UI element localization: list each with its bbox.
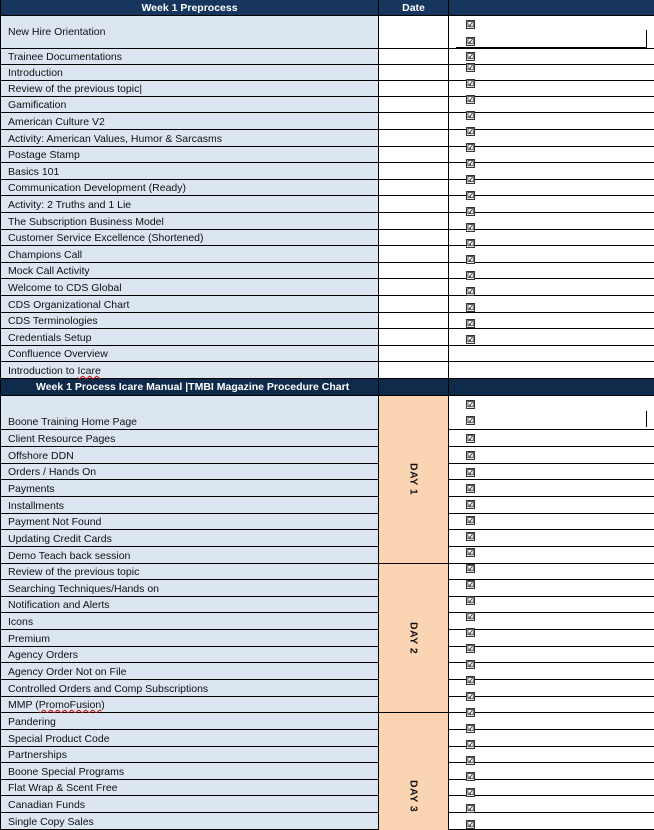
completion-checkbox[interactable]: ☑ (467, 159, 475, 168)
topic-label: Client Resource Pages (8, 433, 116, 445)
topic-label: Champions Call (8, 249, 83, 261)
section-title: Week 1 Preprocess (141, 1, 238, 14)
completion-checkbox[interactable]: ☑ (467, 400, 475, 409)
table-row (0, 296, 654, 313)
topic-label: Review of the previous topic (8, 566, 140, 578)
table-row (0, 147, 654, 163)
topic-label: Welcome to CDS Global (8, 282, 122, 294)
cell-border (646, 411, 647, 427)
completion-checkbox[interactable]: ☑ (467, 451, 475, 460)
table-row (0, 163, 654, 180)
completion-checkbox[interactable]: ☑ (467, 548, 475, 557)
completion-checkbox[interactable]: ☑ (467, 708, 475, 717)
completion-checkbox[interactable]: ☑ (467, 628, 475, 637)
topic-label: Gamification (8, 99, 67, 111)
header-row-week1-process (0, 379, 654, 396)
topic-label: Postage Stamp (8, 149, 80, 161)
table-row (0, 81, 654, 97)
topic-label: MMP (PromoFusion) (8, 699, 105, 711)
topic-label: Updating Credit Cards (8, 533, 112, 545)
completion-checkbox[interactable]: ☑ (467, 564, 475, 573)
table-row (0, 747, 654, 763)
completion-checkbox[interactable]: ☑ (467, 207, 475, 216)
table-row (0, 697, 654, 713)
topic-label: Searching Techniques/Hands on (8, 583, 159, 595)
table-row (0, 279, 654, 296)
table-row (0, 680, 654, 697)
topic-label: Credentials Setup (8, 332, 92, 344)
completion-checkbox[interactable]: ☑ (467, 255, 475, 264)
topic-label: Offshore DDN (8, 450, 74, 462)
topic-label: Orders / Hands On (8, 466, 97, 478)
topic-label: Communication Development (Ready) (8, 182, 186, 194)
table-row (0, 780, 654, 796)
topic-label: Controlled Orders and Comp Subscriptions (8, 683, 209, 695)
table-row (0, 613, 654, 630)
completion-checkbox[interactable]: ☑ (467, 191, 475, 200)
completion-checkbox[interactable]: ☑ (467, 143, 475, 152)
topic-label: Boone Training Home Page (8, 416, 137, 428)
table-row (0, 763, 654, 780)
completion-checkbox[interactable]: ☑ (467, 820, 475, 829)
completion-checkbox[interactable]: ☑ (467, 223, 475, 232)
completion-checkbox[interactable]: ☑ (467, 804, 475, 813)
table-row (0, 447, 654, 464)
completion-checkbox[interactable]: ☑ (467, 788, 475, 797)
table-row (0, 597, 654, 613)
topic-label: Confluence Overview (8, 348, 108, 360)
topic-label: Activity: American Values, Humor & Sarcasms (8, 133, 222, 145)
completion-checkbox[interactable]: ☑ (467, 772, 475, 781)
completion-checkbox[interactable]: ☑ (467, 127, 475, 136)
table-row (0, 647, 654, 663)
cell-border (646, 30, 647, 47)
completion-checkbox[interactable]: ☑ (467, 63, 475, 72)
completion-checkbox[interactable]: ☑ (467, 484, 475, 493)
table-row (0, 97, 654, 113)
table-row (0, 65, 654, 81)
table-row (0, 49, 654, 65)
table-row (0, 663, 654, 680)
topic-label: Pandering (8, 716, 56, 728)
table-row (0, 514, 654, 530)
table-row (0, 213, 654, 230)
table-row (0, 580, 654, 597)
topic-label: Activity: 2 Truths and 1 Lie (8, 199, 132, 211)
day-label: DAY 2 (407, 621, 420, 655)
table-row (0, 464, 654, 480)
icare-word: Icare (77, 365, 101, 377)
table-row (0, 16, 654, 49)
table-row (0, 630, 654, 647)
topic-label: Flat Wrap & Scent Free (8, 782, 118, 794)
completion-checkbox[interactable]: ☑ (467, 335, 475, 344)
topic-label: Demo Teach back session (8, 550, 131, 562)
topic-label: Basics 101 (8, 166, 60, 178)
completion-checkbox[interactable]: ☑ (467, 271, 475, 280)
header-row-week1-preprocess (0, 0, 654, 16)
topic-label: Installments (8, 500, 65, 512)
completion-checkbox[interactable]: ☑ (467, 644, 475, 653)
topic-label: Partnerships (8, 749, 67, 761)
table-row (0, 196, 654, 213)
table-row (0, 130, 654, 147)
table-row (0, 329, 654, 346)
table-row (0, 564, 654, 580)
completion-checkbox[interactable]: ☑ (467, 468, 475, 477)
section-title: Week 1 Process Icare Manual |TMBI Magazine Procedure Chart (36, 381, 350, 393)
table-row (0, 713, 654, 730)
topic-label: Single Copy Sales (8, 816, 94, 828)
topic-label: CDS Organizational Chart (8, 299, 130, 311)
completion-checkbox[interactable]: ☑ (467, 676, 475, 685)
table-row (0, 180, 654, 196)
table-row (0, 313, 654, 329)
topic-label: Payments (8, 483, 55, 495)
completion-checkbox[interactable]: ☑ (467, 79, 475, 88)
table-row (0, 396, 654, 430)
topic-label: New Hire Orientation (8, 26, 106, 38)
table-row (0, 230, 654, 246)
day-label: DAY 1 (407, 463, 420, 496)
table-row (0, 497, 654, 514)
completion-checkbox[interactable]: ☑ (467, 692, 475, 701)
completion-checkbox[interactable]: ☑ (467, 532, 475, 541)
completion-checkbox[interactable]: ☑ (467, 516, 475, 525)
table-row (0, 530, 654, 547)
completion-checkbox[interactable]: ☑ (467, 52, 475, 61)
completion-checkbox[interactable]: ☑ (467, 111, 475, 120)
completion-checkbox[interactable]: ☑ (467, 239, 475, 248)
day-label: DAY 3 (407, 780, 420, 813)
topic-label: Mock Call Activity (8, 265, 90, 277)
table-row (0, 263, 654, 279)
completion-checkbox[interactable]: ☑ (467, 756, 475, 765)
topic-label: Premium (8, 633, 51, 645)
table-row (0, 730, 654, 747)
table-row (0, 813, 654, 830)
completion-checkbox[interactable]: ☑ (467, 740, 475, 749)
date-column-header: Date (402, 1, 425, 14)
cell-border (456, 47, 647, 48)
completion-checkbox[interactable]: ☑ (467, 580, 475, 589)
day-2-cell (379, 564, 449, 713)
day-3-cell (379, 713, 449, 830)
completion-checkbox[interactable]: ☑ (467, 37, 475, 46)
table-row (0, 430, 654, 447)
completion-checkbox[interactable]: ☑ (467, 303, 475, 312)
topic-label: CDS Terminologies (8, 315, 98, 327)
topic-label: Canadian Funds (8, 799, 86, 811)
completion-checkbox[interactable]: ☑ (467, 95, 475, 104)
table-row (0, 113, 654, 130)
topic-label: Icons (8, 616, 34, 628)
day-1-cell (379, 396, 449, 564)
topic-label: Special Product Code (8, 733, 110, 745)
completion-checkbox[interactable]: ☑ (467, 500, 475, 509)
completion-checkbox[interactable]: ☑ (467, 287, 475, 296)
topic-label: Notification and Alerts (8, 599, 110, 611)
topic-label: Introduction (8, 67, 63, 79)
topic-label: Review of the previous topic| (8, 83, 143, 95)
topic-label: Payment Not Found (8, 516, 102, 528)
topic-label: Trainee Documentations (8, 51, 123, 63)
topic-label: The Subscription Business Model (8, 216, 164, 228)
completion-checkbox[interactable]: ☑ (467, 612, 475, 621)
promofusion-word: PromoFusion (38, 699, 102, 711)
table-row (0, 246, 654, 263)
table-row (0, 346, 654, 362)
topic-label: Boone Special Programs (8, 766, 125, 778)
completion-checkbox[interactable]: ☑ (467, 660, 475, 669)
topic-label: Customer Service Excellence (Shortened) (8, 232, 204, 244)
completion-checkbox[interactable]: ☑ (467, 175, 475, 184)
topic-label: Agency Order Not on File (8, 666, 127, 678)
table-row (0, 480, 654, 497)
topic-label: American Culture V2 (8, 116, 105, 128)
completion-checkbox[interactable]: ☑ (467, 319, 475, 328)
table-row (0, 547, 654, 564)
table-row (0, 362, 654, 379)
topic-label: Introduction to Icare (8, 365, 101, 377)
topic-label: Agency Orders (8, 649, 79, 661)
completion-checkbox[interactable]: ☑ (467, 416, 475, 425)
completion-checkbox[interactable]: ☑ (467, 20, 475, 29)
table-row (0, 796, 654, 813)
completion-checkbox[interactable]: ☑ (467, 724, 475, 733)
completion-checkbox[interactable]: ☑ (467, 596, 475, 605)
completion-checkbox[interactable]: ☑ (467, 434, 475, 443)
